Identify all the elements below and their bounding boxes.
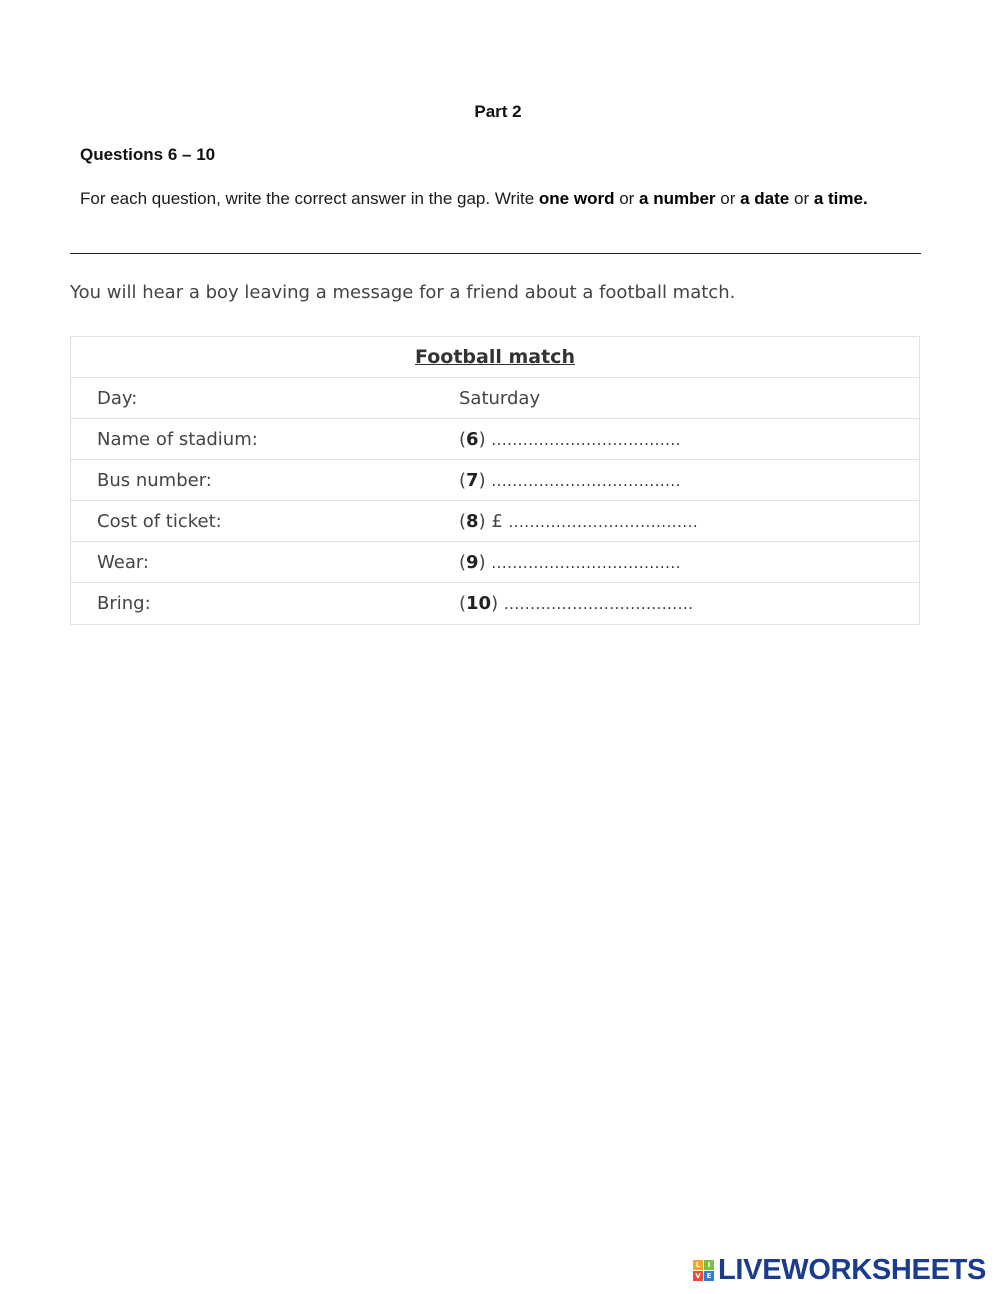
row-label: Wear: — [97, 551, 149, 573]
instruction-text — [80, 188, 910, 210]
logo-icon-letter: I — [704, 1260, 714, 1270]
answer-dots: .................................... — [491, 430, 681, 449]
logo-text: LIVEWORKSHEETS — [718, 1254, 987, 1286]
paren-open: ( — [459, 551, 467, 573]
answer-gap-9[interactable] — [459, 552, 919, 573]
answer-dots: .................................... — [503, 595, 694, 613]
question-number: 6 — [466, 428, 479, 450]
listening-intro: You will hear a boy leaving a message for a friend about a football match. — [70, 282, 736, 303]
row-label: Cost of ticket: — [97, 510, 222, 532]
paren-open: ( — [459, 510, 467, 532]
row-label: Name of stadium: — [97, 428, 258, 450]
answer-gap-6[interactable] — [459, 429, 919, 450]
liveworksheets-logo — [693, 1254, 986, 1287]
paren-close: ) — [478, 469, 492, 491]
table-title: Football match — [415, 346, 575, 368]
question-number: 8 — [466, 510, 479, 532]
answer-gap-7[interactable] — [459, 470, 919, 491]
table-row — [71, 542, 919, 583]
table-header-row — [71, 337, 919, 378]
answer-gap-8[interactable] — [459, 511, 919, 532]
question-number: 7 — [466, 469, 479, 491]
question-number: 10 — [466, 593, 492, 614]
answer-prefix: £ — [491, 510, 509, 532]
question-number: 9 — [466, 551, 479, 573]
row-label: Day: — [97, 387, 138, 409]
questions-heading: Questions 6 – 10 — [80, 145, 216, 164]
paren-close: ) — [491, 593, 504, 614]
row-value: Saturday — [459, 387, 541, 409]
paren-close: ) — [478, 551, 492, 573]
answer-gap-10[interactable] — [459, 593, 919, 614]
table-row — [71, 501, 919, 542]
logo-icon-letter: E — [704, 1271, 714, 1281]
instruction-or: or — [789, 189, 814, 208]
answer-dots: .................................... — [491, 553, 681, 572]
part-title: Part 2 — [474, 102, 522, 121]
instruction-emphasis-date: a date — [740, 189, 790, 208]
notes-table — [70, 336, 920, 625]
row-label: Bus number: — [97, 469, 212, 491]
instruction-or: or — [715, 189, 741, 208]
instruction-emphasis-one-word: one word — [538, 189, 615, 208]
paren-close: ) — [478, 428, 492, 450]
table-row — [71, 583, 919, 624]
paren-open: ( — [459, 593, 467, 614]
logo-icon-letter: L — [693, 1260, 703, 1270]
row-label: Bring: — [97, 593, 151, 614]
answer-dots: .................................... — [491, 471, 681, 490]
paren-close: ) — [478, 510, 492, 532]
liveworksheets-icon — [693, 1260, 715, 1282]
instruction-prefix: For each question, write the correct answer in the gap. Write — [80, 189, 539, 208]
logo-icon-letter: V — [693, 1271, 703, 1281]
instruction-or: or — [614, 189, 640, 208]
instruction-emphasis-time: a time. — [813, 189, 868, 208]
paren-open: ( — [459, 428, 467, 450]
divider — [70, 253, 921, 254]
paren-open: ( — [459, 469, 467, 491]
table-row — [71, 460, 919, 501]
answer-dots: .................................... — [508, 512, 699, 531]
table-row — [71, 378, 919, 419]
table-row — [71, 419, 919, 460]
instruction-emphasis-number: a number — [639, 189, 716, 208]
